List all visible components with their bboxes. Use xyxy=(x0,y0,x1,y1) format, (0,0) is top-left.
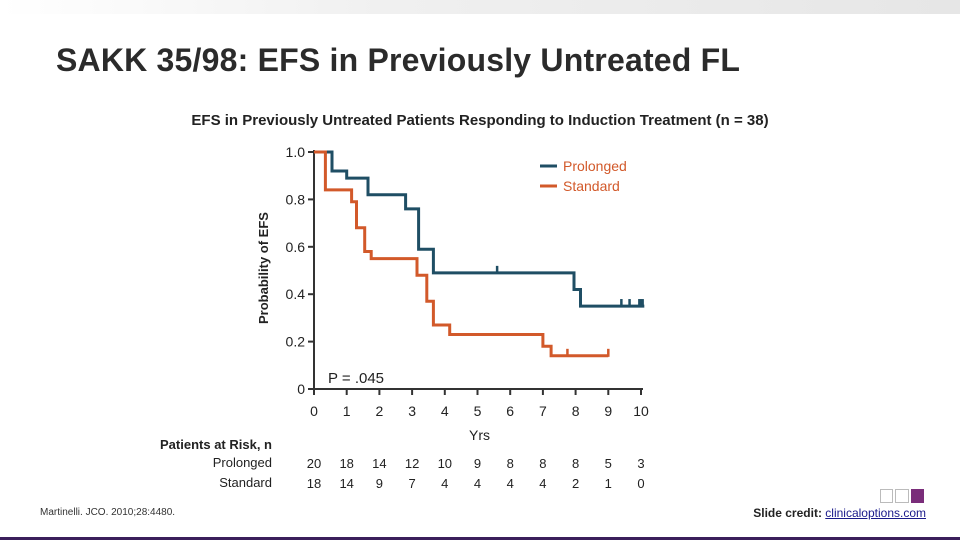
y-tick-label: 0.2 xyxy=(285,333,305,350)
clinical-options-logo xyxy=(880,489,924,503)
at-risk-value-standard: 0 xyxy=(637,476,645,491)
y-tick-label: 0.8 xyxy=(285,191,305,208)
citation: Martinelli. JCO. 2010;28:4480. xyxy=(40,507,176,518)
at-risk-value-prolonged: 18 xyxy=(339,456,354,471)
y-tick-label: 1.0 xyxy=(285,144,305,160)
at-risk-value-standard: 1 xyxy=(604,476,612,491)
at-risk-value-standard: 9 xyxy=(375,476,384,491)
x-axis-label: Yrs xyxy=(469,427,490,443)
at-risk-label-prolonged: Prolonged xyxy=(212,455,272,470)
y-tick-label: 0 xyxy=(297,381,305,397)
legend-label-prolonged: Prolonged xyxy=(563,158,627,174)
x-tick-label: 7 xyxy=(539,403,547,419)
at-risk-value-standard: 4 xyxy=(539,476,547,491)
at-risk-value-standard: 2 xyxy=(571,476,580,491)
at-risk-value-prolonged: 3 xyxy=(637,456,645,471)
x-tick-label: 8 xyxy=(571,403,580,419)
at-risk-value-standard: 4 xyxy=(506,476,514,491)
slide-credit xyxy=(753,506,926,520)
logo-square-1 xyxy=(880,489,893,503)
x-tick-label: 2 xyxy=(375,403,384,419)
at-risk-title: Patients at Risk, n xyxy=(160,437,272,452)
at-risk-value-prolonged: 5 xyxy=(604,456,612,471)
at-risk-value-prolonged: 8 xyxy=(506,456,514,471)
at-risk-value-standard: 18 xyxy=(306,476,322,491)
x-tick-label: 9 xyxy=(604,403,613,419)
at-risk-value-prolonged: 14 xyxy=(372,456,387,471)
at-risk-value-prolonged: 10 xyxy=(437,456,453,471)
at-risk-value-prolonged: 9 xyxy=(473,456,482,471)
x-tick-label: 0 xyxy=(310,403,318,419)
p-value-annotation: P = .045 xyxy=(328,370,385,387)
y-axis-label: Probability of EFS xyxy=(256,212,271,324)
at-risk-value-standard: 7 xyxy=(408,476,416,491)
at-risk-label-standard: Standard xyxy=(219,475,272,490)
y-tick-label: 0.6 xyxy=(285,238,305,255)
logo-square-3 xyxy=(911,489,924,503)
x-tick-label: 1 xyxy=(342,403,351,419)
slide-title: SAKK 35/98: EFS in Previously Untreated FL xyxy=(56,42,741,78)
at-risk-value-prolonged: 8 xyxy=(571,456,580,471)
legend-label-standard: Standard xyxy=(563,178,620,194)
x-tick-label: 6 xyxy=(506,403,515,419)
y-tick-label: 0.4 xyxy=(285,286,305,303)
credit-link[interactable]: clinicaloptions.com xyxy=(825,506,926,520)
x-tick-label: 4 xyxy=(440,403,449,419)
x-tick-label: 3 xyxy=(408,403,416,419)
chart-title: EFS in Previously Untreated Patients Responding to Induction Treatment (n = 38) xyxy=(191,112,769,129)
logo-square-2 xyxy=(895,489,908,503)
credit-label: Slide credit: xyxy=(753,506,822,520)
at-risk-value-prolonged: 8 xyxy=(539,456,547,471)
x-tick-label: 5 xyxy=(473,403,482,419)
at-risk-value-standard: 14 xyxy=(339,476,354,491)
at-risk-value-standard: 4 xyxy=(473,476,482,491)
at-risk-value-prolonged: 20 xyxy=(306,456,322,471)
at-risk-value-prolonged: 12 xyxy=(404,456,420,471)
at-risk-value-standard: 4 xyxy=(441,476,449,491)
x-tick-label: 10 xyxy=(633,403,649,419)
